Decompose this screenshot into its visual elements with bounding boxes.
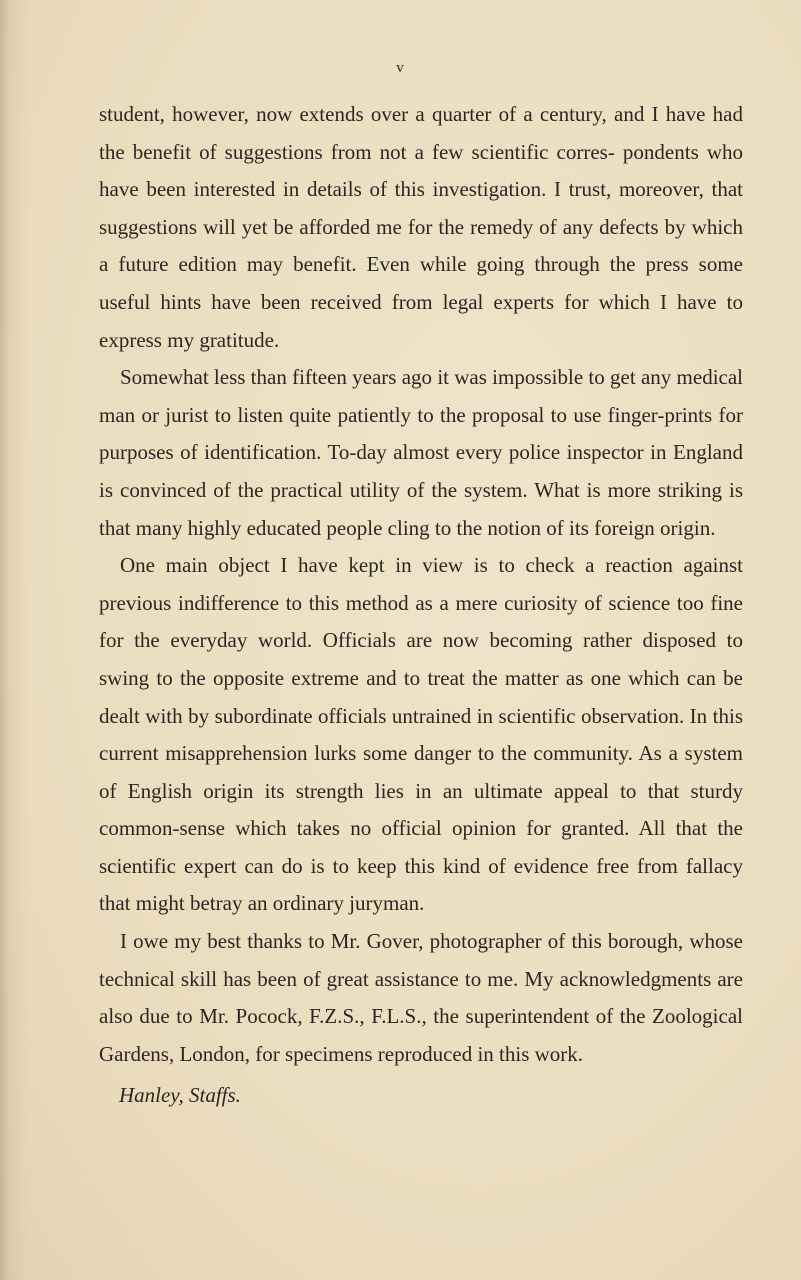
signature-town: Hanley <box>119 1083 179 1108</box>
paragraph-3: One main object I have kept in view is to check a reaction against previous indifference to this method as a mere curiosity of science too fine for the everyday world. Officials are now becoming rather disposed to swing to the opposite extreme and to treat the matter as one which can be dealt with by subordinate officials untrained in scientific observation. In this current misapprehension lurks some danger to the community. As a system of English origin its strength lies in an ultimate appeal to that sturdy common-sense which takes no official opinion for granted. All that the scientific expert can do is to keep this kind of evidence free from fallacy that might betray an ordinary juryman. <box>99 553 743 916</box>
paragraph-1: student, however, now extends over a quarter of a century, and I have had the benefit of suggestions from not a few scientific corres- pondents who have been interested in details of this investigation. I trust, moreover, that suggestions will yet be afforded me for the remedy of any defects by which a future edition may benefit. Even while going through the press some useful hints have been received from legal experts for which I have to express my gratitude. <box>99 102 743 352</box>
paragraph-2: Somewhat less than fifteen years ago it was impossible to get any medical man or jurist to listen quite patiently to the proposal to use finger-prints for purposes of identification. To-day almost every police inspector in England is convinced of the practical utility of the system. What is more striking is that many highly educated people cling to the notion of its foreign origin. <box>99 365 743 540</box>
preface-text <box>99 96 743 1115</box>
signature-place <box>119 1077 743 1115</box>
page-number: v <box>396 60 405 76</box>
signature-separator: , <box>178 1083 189 1108</box>
signature-county: Staffs. <box>188 1083 241 1108</box>
paragraph-4: I owe my best thanks to Mr. Gover, photographer of this borough, whose technical skill has been of great assistance to me. My acknowledgments are also due to Mr. Pocock, F.Z.S., F.L.S., the superintendent of the Zoological Gardens, London, for specimens reproduced in this work. <box>99 929 743 1066</box>
